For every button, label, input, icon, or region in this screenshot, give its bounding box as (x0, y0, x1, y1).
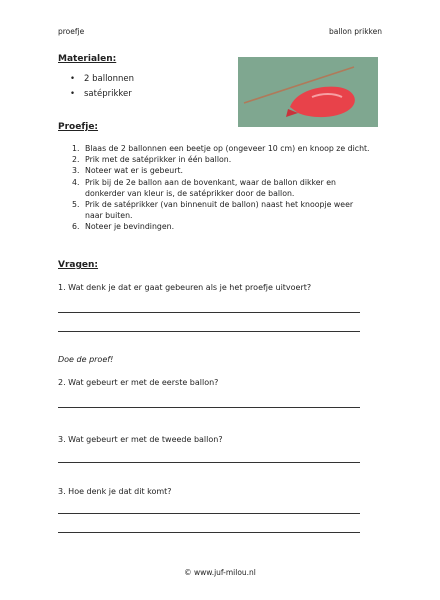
step-item (72, 199, 372, 221)
step-item (72, 143, 372, 154)
step-number: 3. (72, 166, 80, 176)
step-number: 5. (72, 200, 80, 210)
header-left: proefje (58, 27, 85, 36)
materials-item: • 2 ballonnen (70, 72, 134, 87)
step-item (72, 165, 372, 176)
step-text: Noteer wat er is gebeurt. (85, 166, 183, 176)
question-2: 2. Wat gebeurt er met de eerste ballon? (58, 378, 219, 387)
header-right: ballon prikken (329, 27, 382, 36)
balloon-and-skewer-photo (238, 57, 378, 127)
balloon-icon (238, 57, 378, 127)
step-item (72, 221, 372, 232)
answer-line[interactable] (58, 513, 360, 514)
footer-copyright: © www.juf-milou.nl (184, 568, 256, 577)
answer-line[interactable] (58, 312, 360, 313)
experiment-steps (72, 143, 372, 233)
step-text: Noteer je bevindingen. (85, 222, 175, 232)
experiment-title: Proefje: (58, 122, 99, 132)
answer-line[interactable] (58, 331, 360, 332)
questions-title: Vragen: (58, 260, 99, 270)
answer-line[interactable] (58, 462, 360, 463)
answer-line[interactable] (58, 407, 360, 408)
step-item (72, 154, 372, 165)
question-1: 1. Wat denk je dat er gaat gebeuren als je het proefje uitvoert? (58, 283, 312, 292)
do-experiment-note: Doe de proef! (58, 355, 114, 364)
question-3: 3. Wat gebeurt er met de tweede ballon? (58, 435, 223, 444)
answer-line[interactable] (58, 532, 360, 533)
step-number: 2. (72, 155, 80, 165)
step-text: Prik bij de 2e ballon aan de bovenkant, waar de ballon dikker en donkerder van kleur is, de satéprikker door de ballon. (85, 177, 336, 198)
step-number: 4. (72, 177, 80, 187)
step-text: Prik de satéprikker (van binnenuit de ballon) naast het knoopje weer naar buiten. (85, 200, 354, 221)
step-number: 1. (72, 144, 80, 153)
step-number: 6. (72, 222, 80, 232)
materials-list (70, 72, 134, 102)
question-4: 3. Hoe denk je dat dit komt? (58, 487, 172, 496)
step-item (72, 177, 372, 199)
materials-item: • satéprikker (70, 87, 134, 102)
materials-title: Materialen: (58, 54, 117, 64)
step-text: Blaas de 2 ballonnen een beetje op (ongeveer 10 cm) en knoop ze dicht. (85, 144, 370, 153)
step-text: Prik met de satéprikker in één ballon. (85, 155, 232, 165)
